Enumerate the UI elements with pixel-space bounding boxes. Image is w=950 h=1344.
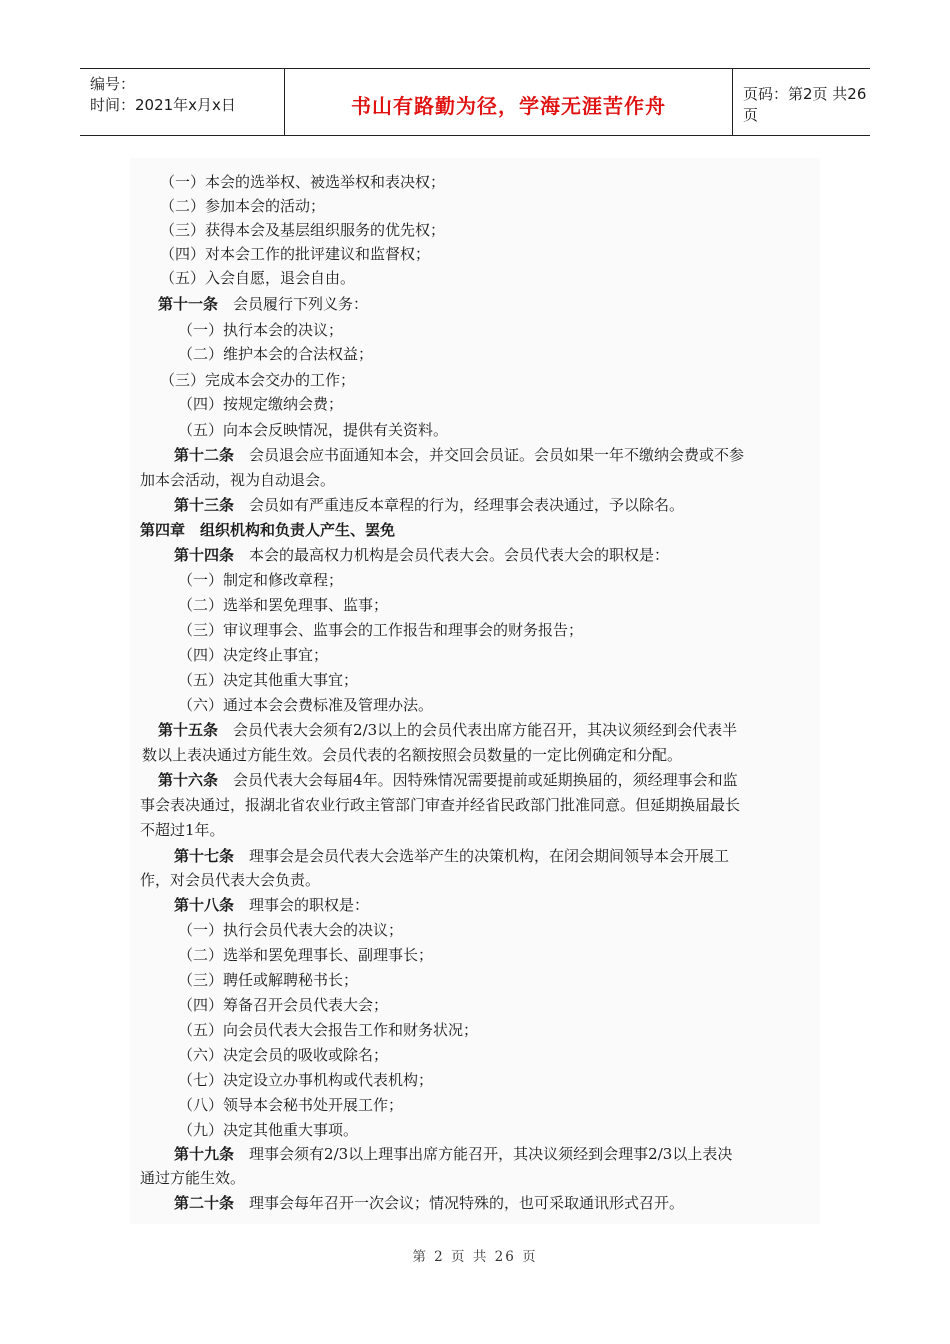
header-motto-cell — [285, 69, 733, 135]
article-text: 理事会的职权是： — [249, 896, 370, 914]
list-item: （二）维护本会的合法权益； — [178, 345, 374, 363]
article-title: 第十九条 — [174, 1145, 235, 1163]
article-15 — [158, 718, 848, 742]
article-title: 第十六条 — [158, 771, 219, 789]
article-text: 会员退会应书面通知本会，并交回会员证。会员如果一年不缴纳会费或不参 — [249, 446, 745, 464]
article-text: 本会的最高权力机构是会员代表大会。会员代表大会的职权是： — [249, 546, 670, 564]
list-item: （四）决定终止事宜； — [178, 646, 329, 664]
list-item: （五）向会员代表大会报告工作和财务状况； — [178, 1021, 479, 1039]
page-code: 页码：第2页 共26页 — [743, 85, 867, 124]
list-item: （二）选举和罢免理事长、副理事长； — [178, 946, 434, 964]
article-17 — [174, 844, 864, 868]
article-title: 第十五条 — [158, 721, 219, 739]
article-18 — [174, 893, 864, 917]
header-page-code-cell — [733, 69, 870, 135]
list-item: （一）执行会员代表大会的决议； — [178, 921, 404, 939]
list-item: （二）选举和罢免理事、监事； — [178, 596, 389, 614]
document-body — [130, 158, 820, 1224]
list-item: （一）制定和修改章程； — [178, 571, 344, 589]
article-20 — [174, 1191, 864, 1215]
document-number-label: 编号： — [90, 75, 136, 93]
list-item: （六）决定会员的吸收或除名； — [178, 1046, 389, 1064]
header-meta — [80, 69, 285, 135]
list-item: （一）执行本会的决议； — [178, 321, 344, 339]
chapter-heading: 第四章 组织机构和负责人产生、罢免 — [140, 521, 396, 539]
article-text: 会员履行下列义务： — [233, 295, 369, 313]
list-item: （七）决定设立办事机构或代表机构； — [178, 1071, 434, 1089]
article-title: 第二十条 — [174, 1194, 235, 1212]
list-item: （四）按规定缴纳会费； — [178, 395, 344, 413]
article-title: 第十四条 — [174, 546, 235, 564]
article-11 — [158, 292, 848, 316]
page-footer: 第 2 页 共 26 页 — [412, 1249, 538, 1265]
article-continuation: 作，对会员代表大会负责。 — [140, 871, 321, 889]
list-item: （一）本会的选举权、被选举权和表决权； — [160, 173, 446, 191]
article-12 — [174, 443, 864, 467]
list-item: （三）聘任或解聘秘书长； — [178, 971, 359, 989]
list-item: （三）获得本会及基层组织服务的优先权； — [160, 221, 446, 239]
motto: 书山有路勤为径，学海无涯苦作舟 — [351, 93, 666, 118]
list-item: （三）完成本会交办的工作； — [160, 371, 356, 389]
article-title: 第十三条 — [174, 496, 235, 514]
document-date: 时间：2021年x月x日 — [90, 96, 236, 114]
article-13 — [174, 493, 864, 517]
article-14 — [174, 543, 864, 567]
article-text: 理事会每年召开一次会议；情况特殊的，也可采取通讯形式召开。 — [249, 1194, 685, 1212]
article-continuation: 加本会活动，视为自动退会。 — [140, 471, 336, 489]
article-continuation: 通过方能生效。 — [140, 1169, 246, 1187]
article-text: 理事会是会员代表大会选举产生的决策机构，在闭会期间领导本会开展工 — [249, 847, 730, 865]
article-continuation: 不超过1年。 — [140, 821, 225, 839]
list-item: （五）向本会反映情况，提供有关资料。 — [178, 421, 449, 439]
article-title: 第十二条 — [174, 446, 235, 464]
article-title: 第十八条 — [174, 896, 235, 914]
article-text: 会员代表大会须有2/3以上的会员代表出席方能召开，其决议须经到会代表半 — [233, 721, 738, 739]
article-text: 会员如有严重违反本章程的行为，经理事会表决通过，予以除名。 — [249, 496, 685, 514]
list-item: （五）入会自愿，退会自由。 — [160, 269, 356, 287]
article-title: 第十七条 — [174, 847, 235, 865]
article-continuation: 事会表决通过，报湖北省农业行政主管部门审查并经省民政部门批准同意。但延期换届最长 — [140, 796, 741, 814]
article-19 — [174, 1142, 864, 1166]
list-item: （八）领导本会秘书处开展工作； — [178, 1096, 404, 1114]
list-item: （四）对本会工作的批评建议和监督权； — [160, 245, 431, 263]
list-item: （四）筹备召开会员代表大会； — [178, 996, 389, 1014]
article-16 — [158, 768, 848, 792]
page-header — [80, 68, 870, 136]
article-text: 会员代表大会每届4年。因特殊情况需要提前或延期换届的，须经理事会和监 — [233, 771, 738, 789]
list-item: （二）参加本会的活动； — [160, 197, 326, 215]
list-item: （五）决定其他重大事宜； — [178, 671, 359, 689]
list-item: （三）审议理事会、监事会的工作报告和理事会的财务报告； — [178, 621, 584, 639]
article-title: 第十一条 — [158, 295, 219, 313]
list-item: （九）决定其他重大事项。 — [178, 1121, 359, 1139]
article-continuation: 数以上表决通过方能生效。会员代表的名额按照会员数量的一定比例确定和分配。 — [142, 746, 683, 764]
list-item: （六）通过本会会费标准及管理办法。 — [178, 696, 434, 714]
article-text: 理事会须有2/3以上理事出席方能召开，其决议须经到会理事2/3以上表决 — [249, 1145, 733, 1163]
